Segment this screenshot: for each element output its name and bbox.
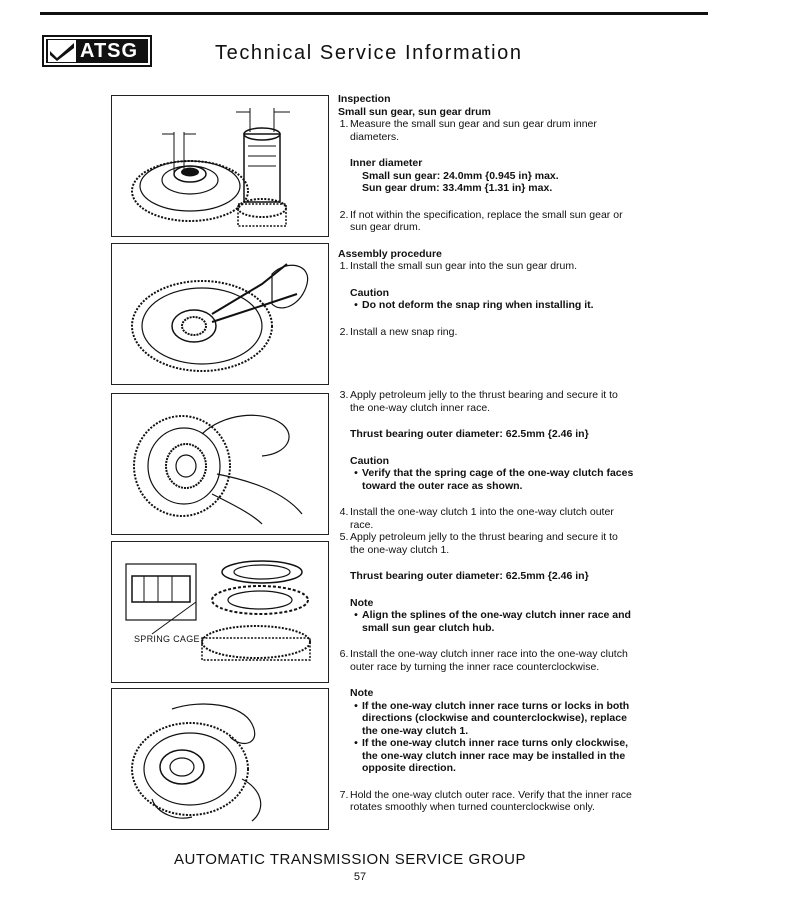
- step-number: 2.: [339, 208, 349, 221]
- bullet-icon: •: [354, 699, 358, 712]
- snap-ring-pliers-illustration: [112, 244, 328, 384]
- step-number: 5.: [339, 531, 349, 543]
- thrust-bearing-spec: Thrust bearing outer diameter: 62.5mm {2.46 in}: [350, 428, 589, 440]
- inspection-subheading: Small sun gear, sun gear drum: [338, 105, 491, 118]
- sun-gear-illustration: [112, 96, 328, 236]
- note-text: Align the splines of the one-way clutch inner race and small sun gear clutch hub.: [362, 609, 631, 634]
- caution-heading: Caution: [350, 286, 390, 299]
- inspection-heading: Inspection: [338, 93, 391, 105]
- step-number: 7.: [339, 788, 349, 801]
- note-text: If the one-way clutch inner race turns only clockwise, the one-way clutch inner race may be installed in the opposite direction.: [362, 737, 629, 774]
- figure-clutch-rotation: [111, 688, 329, 830]
- step-number: 1.: [339, 118, 349, 130]
- note-heading: Note: [350, 596, 374, 609]
- step-text: Apply petroleum jelly to the thrust bearing and secure it to the one-way clutch inner race.: [350, 389, 618, 414]
- assembly-continued-section: [338, 389, 634, 814]
- caution-heading: Caution: [350, 454, 390, 467]
- step-number: 4.: [339, 506, 349, 518]
- bullet-icon: •: [354, 467, 358, 479]
- figure-sun-gear-measure: [111, 95, 329, 237]
- spring-cage-label: SPRING CAGE: [134, 634, 200, 644]
- page-number: 57: [353, 871, 367, 883]
- one-way-clutch-illustration: [112, 542, 328, 682]
- spec-sun-drum: Sun gear drum: 33.4mm {1.31 in} max.: [362, 182, 553, 194]
- caution-text: Do not deform the snap ring when installing it.: [362, 299, 594, 311]
- step-text: Measure the small sun gear and sun gear drum inner diameters.: [350, 118, 597, 143]
- step-number: 1.: [339, 260, 349, 272]
- step-text: Install the one-way clutch 1 into the one-way clutch outer race.: [350, 506, 614, 531]
- assembly-heading: Assembly procedure: [338, 247, 442, 260]
- caution-text: Verify that the spring cage of the one-way clutch faces toward the outer race as shown.: [362, 467, 634, 492]
- step-number: 6.: [339, 648, 349, 660]
- figure-snap-ring-install: [111, 243, 329, 385]
- thrust-bearing-illustration: [112, 394, 328, 534]
- figure-spring-cage: [111, 541, 329, 683]
- bullet-icon: •: [354, 299, 358, 311]
- page-title: Technical Service Information: [215, 42, 523, 64]
- spec-sun-gear: Small sun gear: 24.0mm {0.945 in} max.: [362, 169, 559, 182]
- header-rule: [40, 12, 708, 15]
- step-text: If not within the specification, replace the small sun gear or sun gear drum.: [350, 208, 623, 233]
- note-heading: Note: [350, 687, 374, 699]
- inner-diameter-heading: Inner diameter: [350, 157, 423, 169]
- step-text: Install the one-way clutch inner race into the one-way clutch outer race by turning the inner race counterclockwise.: [350, 648, 628, 673]
- bullet-icon: •: [354, 737, 358, 749]
- figure-thrust-bearing: [111, 393, 329, 535]
- thrust-bearing-spec: Thrust bearing outer diameter: 62.5mm {2.46 in}: [350, 570, 589, 582]
- step-text: Hold the one-way clutch outer race. Verify that the inner race rotates smoothly when turned counterclockwise only.: [350, 788, 632, 813]
- checkmark-icon: [48, 40, 76, 62]
- bullet-icon: •: [354, 609, 358, 621]
- logo-text: ATSG: [80, 39, 139, 62]
- step-text: Install the small sun gear into the sun gear drum.: [350, 260, 578, 272]
- step-text: Install a new snap ring.: [350, 325, 458, 338]
- atsg-logo: [42, 35, 152, 67]
- note-text: If the one-way clutch inner race turns or locks in both directions (clockwise and counterclockwise), replace the one-way clutch 1.: [362, 699, 630, 737]
- clutch-rotation-illustration: [112, 689, 328, 829]
- step-text: Apply petroleum jelly to the thrust bearing and secure it to the one-way clutch 1.: [350, 531, 618, 556]
- step-number: 2.: [339, 325, 349, 338]
- footer-org: AUTOMATIC TRANSMISSION SERVICE GROUP: [174, 851, 526, 868]
- inspection-section: [338, 93, 634, 338]
- step-number: 3.: [339, 389, 349, 401]
